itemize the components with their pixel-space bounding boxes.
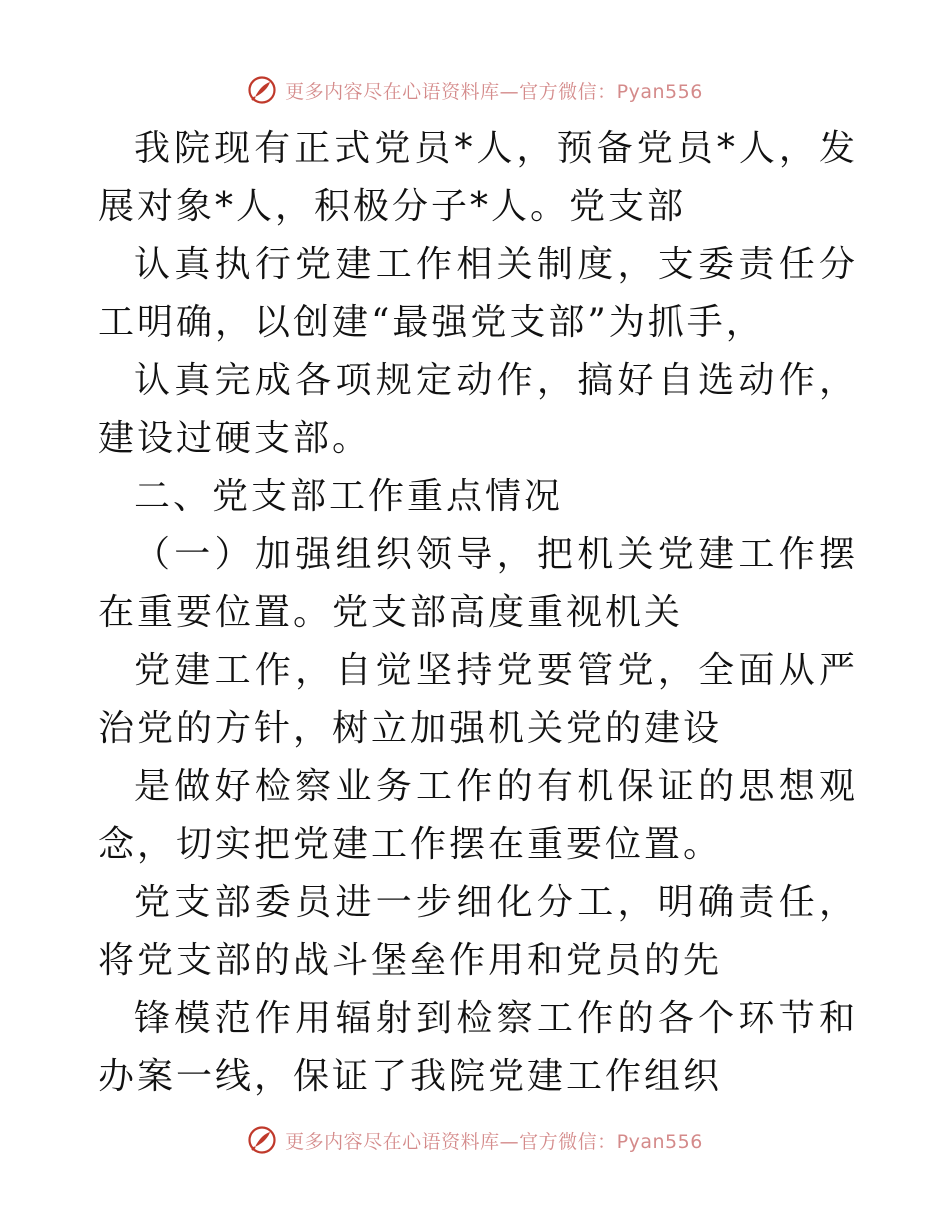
footer-watermark xyxy=(0,1120,950,1160)
feather-logo-icon xyxy=(247,75,277,105)
paragraph-2: 认真执行党建工作相关制度，支委责任分工明确，以创建“最强党支部”为抓手， xyxy=(98,244,858,343)
watermark-text: 更多内容尽在心语资料库—官方微信：Pyan556 xyxy=(285,1130,703,1153)
paragraph-1: 我院现有正式党员*人，预备党员*人，发展对象*人，积极分子*人。党支部 xyxy=(98,128,858,227)
watermark-text: 更多内容尽在心语资料库—官方微信：Pyan556 xyxy=(285,80,703,103)
document-body xyxy=(98,120,858,1106)
feather-logo-icon xyxy=(247,1125,277,1155)
section-heading: 二、党支部工作重点情况 xyxy=(134,476,564,517)
paragraph-3: 认真完成各项规定动作，搞好自选动作，建设过硬支部。 xyxy=(98,360,858,459)
paragraph-7: 是做好检察业务工作的有机保证的思想观念，切实把党建工作摆在重要位置。 xyxy=(98,766,858,865)
paragraph-9: 锋模范作用辐射到检察工作的各个环节和办案一线，保证了我院党建工作组织 xyxy=(98,998,858,1097)
header-watermark xyxy=(0,70,950,110)
paragraph-8: 党支部委员进一步细化分工，明确责任，将党支部的战斗堡垒作用和党员的先 xyxy=(98,882,858,981)
paragraph-5: （一）加强组织领导，把机关党建工作摆在重要位置。党支部高度重视机关 xyxy=(98,534,858,633)
paragraph-6: 党建工作，自觉坚持党要管党，全面从严治党的方针，树立加强机关党的建设 xyxy=(98,650,858,749)
